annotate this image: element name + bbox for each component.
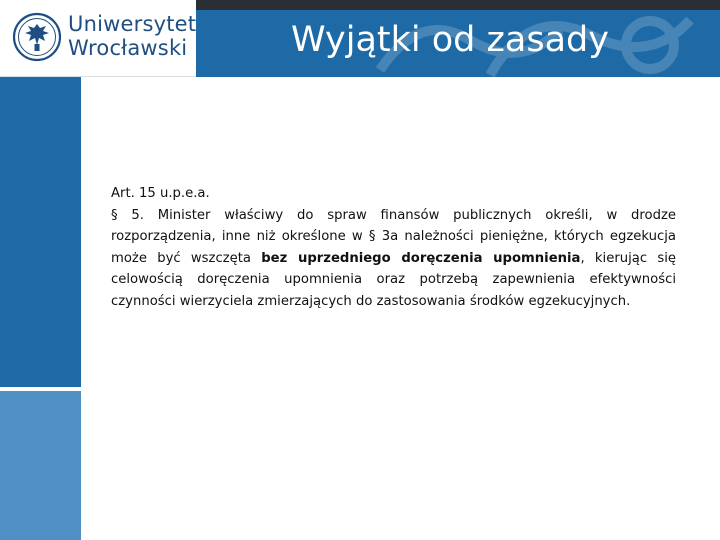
sidebar-light-block xyxy=(0,391,81,540)
logo-text xyxy=(68,12,196,60)
article-heading: Art. 15 u.p.e.a. xyxy=(111,186,210,201)
left-sidebar-decoration xyxy=(0,77,81,540)
slide-title: Wyjątki od zasady xyxy=(291,20,609,60)
university-logo xyxy=(0,0,196,77)
slide-body xyxy=(111,183,676,313)
university-eagle-emblem-icon xyxy=(12,12,62,62)
article-paragraph xyxy=(111,205,676,313)
sidebar-dark-block xyxy=(0,77,81,387)
paragraph-text-end: , kierując się celowością doręczenia upomnienia oraz potrzebą zapewnienia efektywności czynności wierzyciela zmierzających do zastosowania środków egzekucyjnych. xyxy=(111,250,676,309)
paragraph-text-start: § 5. Minister właściwy do spraw finansów publicznych określi, w drodze rozporządzenia, inne niż określone w § 3a należności pieniężne, których egzekucja może być wszczęta xyxy=(111,207,676,266)
logo-line-1: Uniwersytet xyxy=(68,12,197,36)
logo-line-2: Wrocławski xyxy=(68,36,188,60)
slide-header xyxy=(0,0,720,77)
paragraph-bold-phrase: bez uprzedniego doręczenia upomnienia xyxy=(261,250,581,266)
